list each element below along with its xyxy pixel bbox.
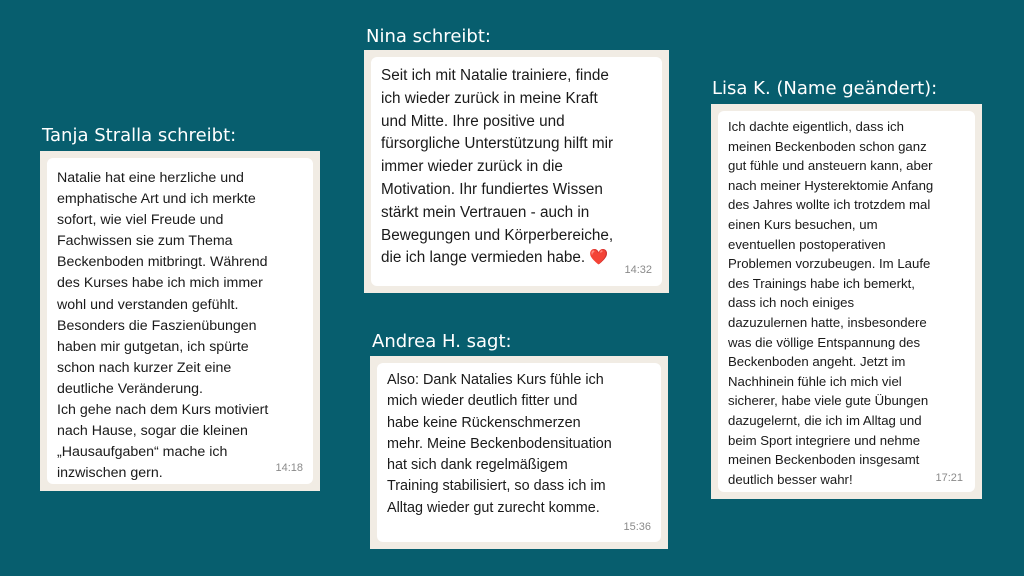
message-text-body: Seit ich mit Natalie trainiere, finde ich wieder zurück in meine Kraft und Mitte. Ihre positive und fürsorgliche Unterstützung hilft mir immer wieder zurück in die Motivation. Ihr fundiertes Wissen stärkt mein Vertrauen - auch in Bewegungen und Körperbereiche, die ich lange vermieden habe. xyxy=(381,67,614,267)
testimonial-card-nina xyxy=(364,50,669,293)
message-text xyxy=(371,57,662,270)
message-bubble xyxy=(371,57,662,286)
message-text: Also: Dank Natalies Kurs fühle ich mich wieder deutlich fitter und habe keine Rückenschmerzen mehr. Meine Beckenbodensituation hat sich dank regelmäßigem Training stabilisiert, so dass ich im Alltag wieder gut zurecht komme. xyxy=(387,372,612,516)
testimonial-card-andrea xyxy=(370,356,668,549)
message-text: Ich dachte eigentlich, dass ich meinen Beckenboden schon ganz gut fühle und ansteuern kann, aber nach meiner Hysterektomie Anfang des Jahres wollte ich trotzdem mal einen Kurs besuchen, um eventuellen postoperativen Problemen vorzubeugen. Im Laufe des Trainings habe ich bemerkt, dass ich noch einiges dazuzulernen hatte, insbesondere was die völlige Entspannung des Beckenboden angeht. Jetzt im Nachhinein fühle ich mich viel sicherer, habe viele gute Übungen dazugelernt, die ich im Alltag und beim Sport integriere und nehme meinen Beckenboden insgesamt deutlich besser wahr! xyxy=(728,119,934,487)
message-timestamp: 14:18 xyxy=(275,462,303,474)
author-label-lisa: Lisa K. (Name geändert): xyxy=(712,78,938,99)
author-label-andrea: Andrea H. sagt: xyxy=(372,331,512,352)
message-bubble xyxy=(377,363,661,542)
message-timestamp: 17:21 xyxy=(935,472,963,484)
message-bubble xyxy=(47,158,313,484)
author-label-nina: Nina schreibt: xyxy=(366,26,491,47)
message-timestamp: 14:32 xyxy=(624,264,652,276)
testimonial-card-tanja xyxy=(40,151,320,491)
message-bubble xyxy=(718,111,975,492)
message-timestamp: 15:36 xyxy=(623,521,651,533)
testimonial-card-lisa xyxy=(711,104,982,499)
message-text: Natalie hat eine herzliche und emphatische Art und ich merkte sofort, wie viel Freude und Fachwissen sie zum Thema Beckenboden mitbringt. Während des Kurses habe ich mich immer wohl und verstanden gefühlt. Besonders die Faszienübungen haben mir gutgetan, ich spürte schon nach kurzer Zeit eine deutliche Veränderung. Ich gehe nach dem Kurs motiviert nach Hause, sogar die kleinen „Hausaufgaben“ mache ich inzwischen gern. xyxy=(57,170,269,482)
author-label-tanja: Tanja Stralla schreibt: xyxy=(42,125,237,146)
heart-icon: ❤️ xyxy=(589,249,609,267)
